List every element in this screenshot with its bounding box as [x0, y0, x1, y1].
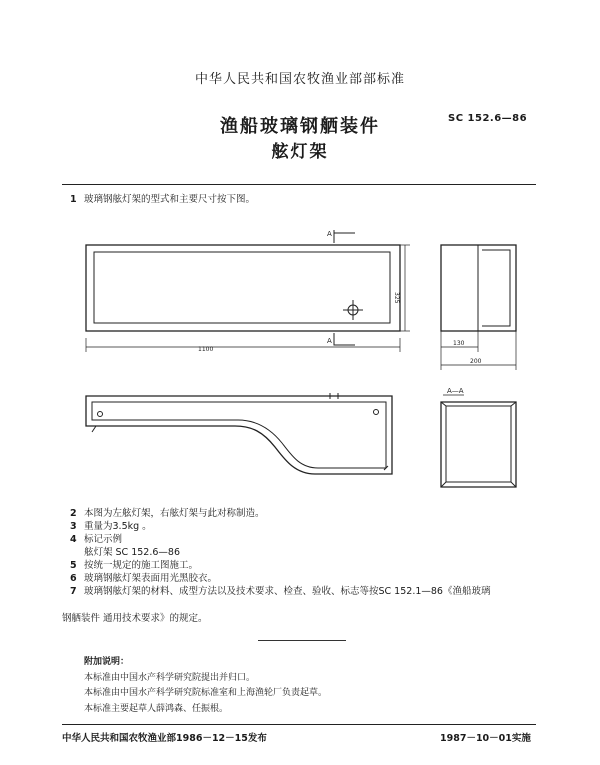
clause-text: 标记示例: [84, 534, 123, 545]
section-label: A—A: [447, 387, 464, 395]
clause-7-continued: 钢舾装件 通用技术要求》的规定。: [62, 613, 208, 624]
dim-inner-depth-label: 130: [453, 340, 465, 347]
clause-3: [70, 520, 490, 533]
clause-2: [70, 507, 490, 520]
effective-date: 1987－10－01实施: [440, 733, 531, 744]
note-line: 本标准由中国水产科学研究院提出并归口。: [84, 672, 256, 683]
standard-code: SC 152.6—86: [448, 113, 528, 124]
side-view: [441, 245, 516, 370]
clause-number: 5: [70, 560, 77, 571]
note-line: 本标准主要起草人薛鸿森、任振根。: [84, 703, 229, 714]
clause-text: 本图为左舷灯架，右舷灯架与此对称制造。: [84, 508, 265, 519]
note-line: 本标准由中国水产科学研究院标准室和上海渔轮厂负责起草。: [84, 688, 328, 698]
clause-text: 玻璃钢舷灯架的材料、成型方法以及技术要求、检查、验收、标志等按SC 152.1—86《渔船玻璃: [84, 586, 491, 597]
issue-date: 中华人民共和国农牧渔业部1986－12－15发布: [62, 733, 267, 744]
clause-6: [70, 572, 490, 585]
clause-text: 玻璃钢舷灯架的型式和主要尺寸按下图。: [84, 194, 256, 205]
clause-number: 1: [70, 194, 77, 205]
standard-subtitle: 舷灯架: [271, 142, 329, 162]
notes-separator: [258, 640, 346, 641]
clause-number: 3: [70, 521, 77, 532]
clause-text: 重量为3.5kg 。: [84, 521, 152, 532]
plan-view: [86, 393, 392, 474]
clause-7: [70, 585, 490, 598]
additional-notes: [84, 655, 327, 717]
clause-number: 6: [70, 573, 77, 584]
clause-4: [70, 533, 490, 546]
front-view: [86, 230, 410, 352]
marking-example: [70, 546, 490, 559]
dim-outer-depth-label: 200: [470, 358, 482, 365]
dim-length-label: 1100: [198, 346, 214, 353]
section-view: [441, 395, 516, 487]
clause-text: 舷灯架 SC 152.6—86: [84, 547, 180, 558]
clause-number: 2: [70, 508, 77, 519]
clause-number: 4: [70, 534, 77, 545]
clause-number: 7: [70, 586, 77, 597]
clause-list: [70, 507, 490, 598]
section-mark-bottom: A: [327, 337, 332, 345]
clause-text: 玻璃钢舷灯架表面用光黑胶衣。: [84, 573, 218, 584]
dim-height-label: 325: [393, 292, 400, 304]
notes-heading: 附加说明：: [84, 657, 130, 667]
clause-5: [70, 559, 490, 572]
ministry-header: 中华人民共和国农牧渔业部部标准: [194, 72, 405, 87]
clause-text: 按统一规定的施工图施工。: [84, 560, 199, 571]
standard-title: 渔船玻璃钢舾装件: [220, 116, 380, 137]
section-mark-top: A: [327, 230, 332, 238]
footer-rule: [62, 724, 536, 725]
